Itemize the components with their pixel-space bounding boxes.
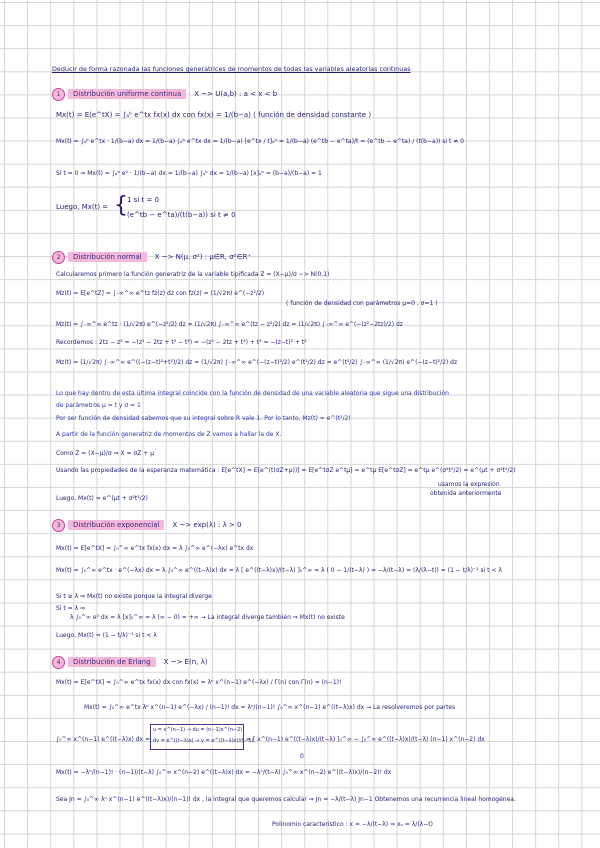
s4-line-1: Mx(t) = E[e^tX] = ∫₀^∞ e^tx fx(x) dx con fx(x) = λⁿ x^(n−1) e^(−λx) / Γ(n) con Γ(n) = (n−1)!: [56, 679, 342, 686]
section-4-title: Distribución de Erlang: [68, 657, 156, 667]
section-1-definition: X ~> U(a,b) : a < x < b: [194, 90, 278, 98]
section-2-header: [52, 252, 251, 262]
s3-result: Luego, Mx(t) = (1 − t/λ)⁻¹ si t < λ: [56, 632, 157, 639]
s2-note-line-2: obtenida anteriormente: [430, 490, 502, 497]
s2-line-2-note: ( función de densidad con parámetros μ=0 , σ=1 ): [286, 300, 438, 307]
section-2-definition: X ~> N(μ, σ²) : μ∈R, σ²∈R⁺: [154, 253, 252, 261]
s3-line-1: Mx(t) = E[e^tX] = ∫₀^∞ e^tx fx(x) dx = λ ∫₀^∞ e^(−λx) e^tx dx: [56, 545, 254, 552]
s4-zero-term: 0: [300, 753, 304, 760]
s1-result-case-1: 1 si t = 0: [127, 196, 160, 204]
s1-result-case-2: (e^tb − e^ta)/(t(b−a)) si t ≠ 0: [127, 211, 236, 219]
s4-line-4: Mx(t) = −λⁿ/(n−1)! · (n−1)/(t−λ) ∫₀^∞ x^(n−2) e^((t−λ)x) dx = −λⁿ/(t−λ) ∫₀^∞ x^(n−2) e^((t−λ)x)/(n−2)! dx: [56, 769, 392, 776]
section-4-number: 4: [52, 656, 65, 669]
s3-line-2: Mx(t) = ∫₀^∞ e^tx · e^(−λx) dx = λ ∫₀^∞ e^((t−λ)x) dx = λ [ e^((t−λ)x)/(t−λ) ]₀^∞ = λ ( 0 − 1/(t−λ) ) = −λ/(t−λ) = (λ/(λ−t)) = (1 − t/λ)⁻¹ si t < λ: [56, 567, 502, 574]
s4-line-5: Sea Jn = ∫₀^∞ λⁿ x^(n−1) e^((t−λ)x)/(n−1)! dx , la integral que queremos calcular ⇒ Jn = −λ/(t−λ) Jn−1 Obtenemos una recurrencia lineal homogénea.: [56, 796, 516, 803]
s4-parts-u: u = x^(n−1) → du = (n−1)x^(n−2): [153, 727, 243, 733]
s1-result-label: Luego, Mx(t) =: [56, 203, 109, 211]
section-3-title: Distribución exponencial: [68, 520, 164, 530]
section-1-header: [52, 89, 277, 99]
section-4-header: [52, 657, 207, 667]
s1-line-2: Mx(t) = ∫ₐᵇ e^tx · 1/(b−a) dx = 1/(b−a) ∫ₐᵇ e^tx dx = 1/(b−a) [e^tx / t]ₐᵇ = 1/(b−a) (e^tb − e^ta)/t = (e^tb − e^ta) / (t(b−a)) si t ≠ 0: [56, 138, 464, 145]
s2-line-1: Calcularemos primero la función generatriz de la variable tipificada Z = (X−μ)/σ ~> N(0,1): [56, 271, 330, 278]
s2-paragraph-5: Como Z = (X−μ)/σ ⇒ X = σZ + μ: [56, 450, 155, 457]
s4-line-3-left: ∫₀^∞ x^(n−1) e^((t−λ)x) dx =: [56, 736, 151, 743]
s2-line-2: Mz(t) = E[e^tZ] = ∫₋∞^∞ e^tz fz(z) dz con fz(z) = (1/√2π) e^(−z²/2): [56, 290, 265, 297]
s1-line-1: Mx(t) = E(e^tX) = ∫ₐᵇ e^tx fx(x) dx con fx(x) = 1/(b−a) ( función de densidad constante ): [56, 111, 372, 119]
section-2-number: 2: [52, 251, 65, 264]
s2-paragraph-4: A partir de la función generatriz de momentos de Z vamos a hallar la de X.: [56, 431, 282, 438]
s4-line-2: Mx(t) = ∫₀^∞ e^tx λⁿ x^(n−1) e^(−λx) / (n−1)! dx = λⁿ/(n−1)! ∫₀^∞ x^(n−1) e^((t−λ)x) dx → La resolveremos por partes: [84, 704, 456, 711]
s2-result: Luego, Mx(t) = e^(μt + σ²t²/2): [56, 495, 148, 502]
s1-brace: {: [114, 193, 128, 218]
s2-line-5: Mz(t) = (1/√2π) ∫₋∞^∞ e^((−(z−t)²+t²)/2) dz = (1/√2π) ∫₋∞^∞ e^(−(z−t)²/2) e^(t²/2) dz = e^(t²/2) ∫₋∞^∞ (1/√2π) e^(−(z−t)²/2) dz: [56, 359, 458, 366]
s2-paragraph-1: Lo que hay dentro de esta última integral coincide con la función de densidad de una variable aleatoria que sigue una distribución: [56, 390, 449, 397]
section-3-definition: X ~> exp(λ) : λ > 0: [172, 521, 242, 529]
section-3-header: [52, 520, 242, 530]
section-3-number: 3: [52, 519, 65, 532]
s3-line-3: Si t ≥ λ ⇒ Mx(t) no existe porque la integral diverge: [56, 593, 212, 600]
s1-line-3: Si t = 0 ⇒ Mx(t) = ∫ₐᵇ e⁰ · 1/(b−a) dx = 1/(b−a) ∫ₐᵇ dx = 1/(b−a) [x]ₐᵇ = (b−a)/(b−a) = 1: [56, 170, 322, 177]
s4-parts-dv: dv = e^((t−λ)x) → v = e^((t−λ)x)/(t−λ): [153, 738, 254, 744]
s3-line-5: λ ∫₀^∞ e⁰ dx = λ [x]₀^∞ = λ (∞ − 0) = +∞ → La integral diverge también ⇒ Mx(t) no existe: [70, 614, 345, 621]
section-4-definition: X ~> E(n, λ): [163, 658, 208, 666]
section-1-number: 1: [52, 88, 65, 101]
s2-note-line-1: usamos la expresión: [438, 481, 500, 488]
s2-line-3: Mz(t) = ∫₋∞^∞ e^tz · (1/√2π) e^(−z²/2) dz = (1/√2π) ∫₋∞^∞ e^(tz − z²/2) dz = (1/√2π) ∫₋∞^∞ e^(−(z²−2tz)/2) dz: [56, 321, 403, 328]
s4-line-6: Polinomio característico : x = −λ/(t−λ) ⇒ xₙ = λ/(λ−t): [272, 821, 433, 828]
page-heading: Deducir de forma razonada las funciones generatrices de momentos de todas las variables aleatorias continuas: [52, 65, 411, 73]
s3-line-4: Si t = λ ⇒: [56, 605, 86, 612]
s2-paragraph-6: Usando las propiedades de la esperanza matemática : E[e^tX] = E[e^(t(σZ+μ))] = E[e^tσZ e^tμ] = e^tμ E[e^tσZ] = e^tμ e^(σ²t²/2) = e^(μt + σ²t²/2): [56, 467, 516, 474]
s2-line-4: Recordemos : 2tz − z² = −(z² − 2tz + t² − t²) = −(z² − 2tz + t²) + t² = −(z−t)² + t²: [56, 339, 307, 346]
s4-line-3-right: = [ x^(n−1) e^((t−λ)x)/(t−λ) ]₀^∞ − ∫₀^∞ e^((t−λ)x)/(t−λ) (n−1) x^(n−2) dx: [246, 736, 485, 743]
s2-paragraph-2: de parámetros μ = t y σ = 1: [56, 402, 141, 409]
section-2-title: Distribución normal: [68, 252, 147, 262]
s2-paragraph-3: Por ser función de densidad sabemos que su integral sobre R vale 1. Por lo tanto, Mz(t) = e^(t²/2): [56, 415, 351, 422]
section-1-title: Distribución uniforme continua: [68, 89, 186, 99]
